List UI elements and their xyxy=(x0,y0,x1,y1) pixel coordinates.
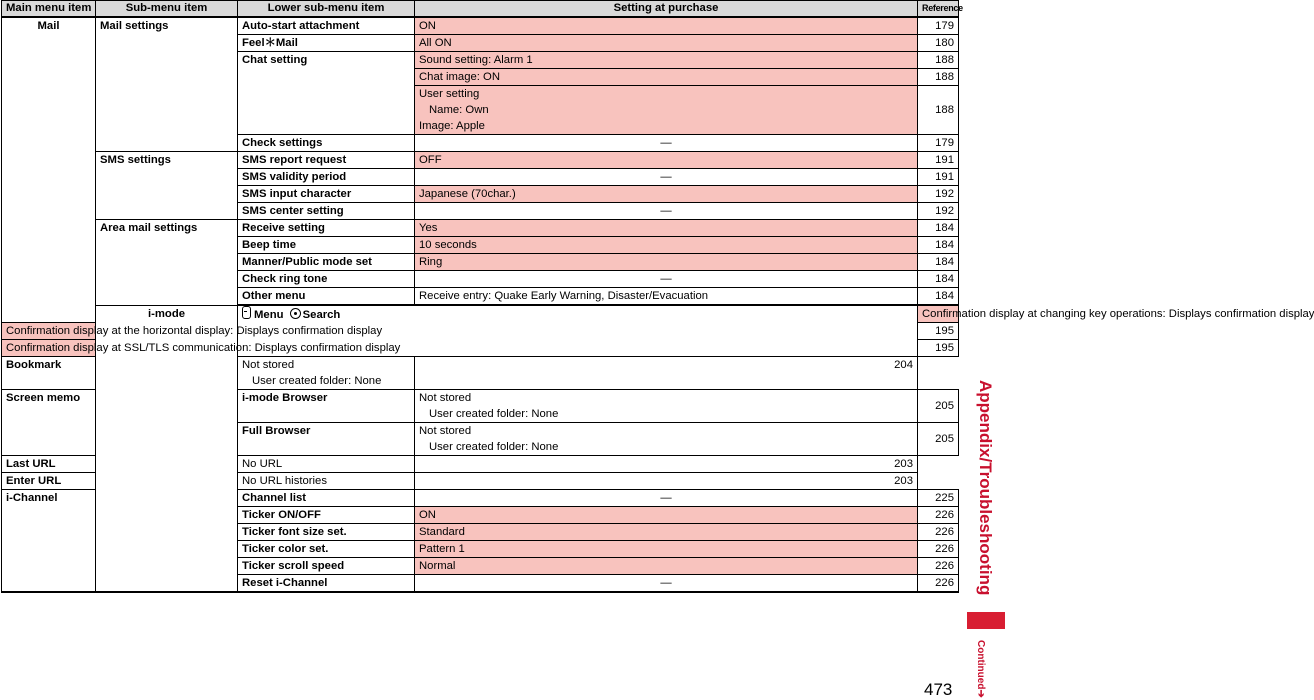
lower-other-menu: Other menu xyxy=(238,288,415,306)
lower-feel-mail: Feel＊Mail xyxy=(238,35,415,52)
setting-value: Ring xyxy=(415,254,918,271)
reference-page: 188 xyxy=(918,52,959,69)
lower-full-browser: Full Browser xyxy=(238,423,415,456)
setting-value: No URL xyxy=(238,456,415,473)
reference-page: 184 xyxy=(918,288,959,306)
search-label: Search xyxy=(302,309,341,321)
setting-value: All ON xyxy=(415,35,918,52)
lower-receive-setting: Receive setting xyxy=(238,220,415,237)
header-lower-sub-menu-item: Lower sub-menu item xyxy=(238,1,415,18)
lower-sms-center-setting: SMS center setting xyxy=(238,203,415,220)
reference-page: 204 xyxy=(415,357,918,390)
sub-menu-enter-url: Enter URL xyxy=(2,473,238,490)
sub-menu-mail-settings: Mail settings xyxy=(96,17,238,152)
reference-page: 184 xyxy=(918,220,959,237)
table-row xyxy=(2,17,959,35)
i-mode-key-icon xyxy=(242,306,251,319)
lower-auto-start-attachment: Auto-start attachment xyxy=(238,17,415,35)
lower-channel-list: Channel list xyxy=(238,490,415,507)
sub-menu-bookmark: Bookmark xyxy=(2,357,238,390)
reference-page: 226 xyxy=(918,575,959,593)
page-number: 473 xyxy=(924,680,953,699)
reference-page: 195 xyxy=(918,323,959,340)
setting-value xyxy=(415,390,918,423)
setting-line xyxy=(419,102,913,134)
reference-page: 226 xyxy=(918,524,959,541)
lower-ticker-on-off: Ticker ON/OFF xyxy=(238,507,415,524)
table-row xyxy=(2,473,959,490)
reference-page: 203 xyxy=(415,456,918,473)
table-row xyxy=(2,152,959,169)
setting-value: Pattern 1 xyxy=(415,541,918,558)
setting-value: — xyxy=(415,135,918,152)
setting-line: Not stored xyxy=(419,392,472,404)
setting-value: — xyxy=(415,169,918,186)
setting-value: ON xyxy=(415,507,918,524)
reference-page: 184 xyxy=(918,254,959,271)
header-sub-menu-item: Sub-menu item xyxy=(96,1,238,18)
reference-page: 195 xyxy=(918,340,959,357)
lower-ticker-color: Ticker color set. xyxy=(238,541,415,558)
main-menu-i-mode: i-mode xyxy=(96,305,238,592)
header-setting-at-purchase: Setting at purchase xyxy=(415,1,918,18)
setting-value: — xyxy=(415,490,918,507)
setting-value: Confirmation display at changing key operations: Displays confirmation display xyxy=(918,305,959,323)
lower-beep-time: Beep time xyxy=(238,237,415,254)
setting-value: Receive entry: Quake Early Warning, Disaster/Evacuation xyxy=(415,288,918,306)
setting-value: Sound setting: Alarm 1 xyxy=(415,52,918,69)
search-icon xyxy=(290,308,301,319)
sub-menu-screen-memo: Screen memo xyxy=(2,390,96,456)
setting-name-own: Name: Own xyxy=(429,104,489,116)
reference-page: 184 xyxy=(918,237,959,254)
reference-page: 179 xyxy=(918,17,959,35)
setting-line: User created folder: None xyxy=(429,441,559,453)
table-row xyxy=(2,305,959,323)
header-main-menu-item: Main menu item xyxy=(2,1,96,18)
reference-page: 226 xyxy=(918,558,959,575)
setting-value: No URL histories xyxy=(238,473,415,490)
lower-manner-public-mode-set: Manner/Public mode set xyxy=(238,254,415,271)
table-row xyxy=(2,357,959,390)
reference-page: 179 xyxy=(918,135,959,152)
sub-menu-area-mail-settings: Area mail settings xyxy=(96,220,238,306)
setting-line: Not stored xyxy=(419,425,472,437)
lower-ticker-scroll-speed: Ticker scroll speed xyxy=(238,558,415,575)
table-header-row xyxy=(2,1,959,18)
setting-value: — xyxy=(415,575,918,593)
reference-page: 188 xyxy=(918,86,959,135)
reference-page: 191 xyxy=(918,152,959,169)
reference-page: 225 xyxy=(918,490,959,507)
lower-reset-i-channel: Reset i-Channel xyxy=(238,575,415,593)
setting-value: — xyxy=(415,271,918,288)
reference-page: 205 xyxy=(918,423,959,456)
setting-line: Not stored xyxy=(242,359,295,371)
reference-page: 192 xyxy=(918,203,959,220)
lower-chat-setting: Chat setting xyxy=(238,52,415,135)
setting-line: User created folder: None xyxy=(252,375,382,387)
setting-value: Confirmation display at the horizontal display: Displays confirmation display xyxy=(2,323,96,340)
setting-value: ON xyxy=(415,17,918,35)
section-color-tab xyxy=(967,612,1005,629)
reference-page: 184 xyxy=(918,271,959,288)
reference-page: 180 xyxy=(918,35,959,52)
reference-page: 226 xyxy=(918,541,959,558)
setting-image-apple: Image: Apple xyxy=(419,120,485,132)
continued-label: Continued xyxy=(975,640,986,690)
sub-menu-last-url: Last URL xyxy=(2,456,238,473)
setting-value: Standard xyxy=(415,524,918,541)
setting-value xyxy=(415,423,918,456)
setting-line: User created folder: None xyxy=(429,408,559,420)
setting-line: User setting xyxy=(419,88,480,100)
setting-value: — xyxy=(415,203,918,220)
setting-value: Chat image: ON xyxy=(415,69,918,86)
sub-menu-sms-settings: SMS settings xyxy=(96,152,238,220)
sub-menu-i-channel: i-Channel xyxy=(2,490,96,593)
header-reference: Reference xyxy=(918,1,959,18)
setting-value: Yes xyxy=(415,220,918,237)
table-row xyxy=(2,456,959,473)
setting-value: Japanese (70char.) xyxy=(415,186,918,203)
lower-check-ring-tone: Check ring tone xyxy=(238,271,415,288)
reference-page: 205 xyxy=(918,390,959,423)
lower-check-settings: Check settings xyxy=(238,135,415,152)
section-title-vertical: Appendix/Troubleshooting xyxy=(976,380,995,596)
lower-ticker-font-size: Ticker font size set. xyxy=(238,524,415,541)
reference-page: 192 xyxy=(918,186,959,203)
main-menu-mail: Mail xyxy=(2,17,96,323)
continued-arrow-icon: ➔ xyxy=(975,689,986,698)
table-row xyxy=(2,220,959,237)
setting-value: 10 seconds xyxy=(415,237,918,254)
reference-page: 226 xyxy=(918,507,959,524)
reference-page: 191 xyxy=(918,169,959,186)
setting-value xyxy=(238,357,415,390)
reference-page: 188 xyxy=(918,69,959,86)
continued-indicator xyxy=(975,640,986,698)
setting-value-user-setting xyxy=(415,86,918,135)
lower-sms-validity-period: SMS validity period xyxy=(238,169,415,186)
setting-value: OFF xyxy=(415,152,918,169)
setting-value: Normal xyxy=(415,558,918,575)
lower-sms-input-character: SMS input character xyxy=(238,186,415,203)
reference-page: 203 xyxy=(415,473,918,490)
lower-sms-report-request: SMS report request xyxy=(238,152,415,169)
setting-value: Confirmation display at SSL/TLS communication: Displays confirmation display xyxy=(2,340,96,357)
lower-i-mode-browser: i-mode Browser xyxy=(238,390,415,423)
menu-label: Menu xyxy=(254,309,284,321)
